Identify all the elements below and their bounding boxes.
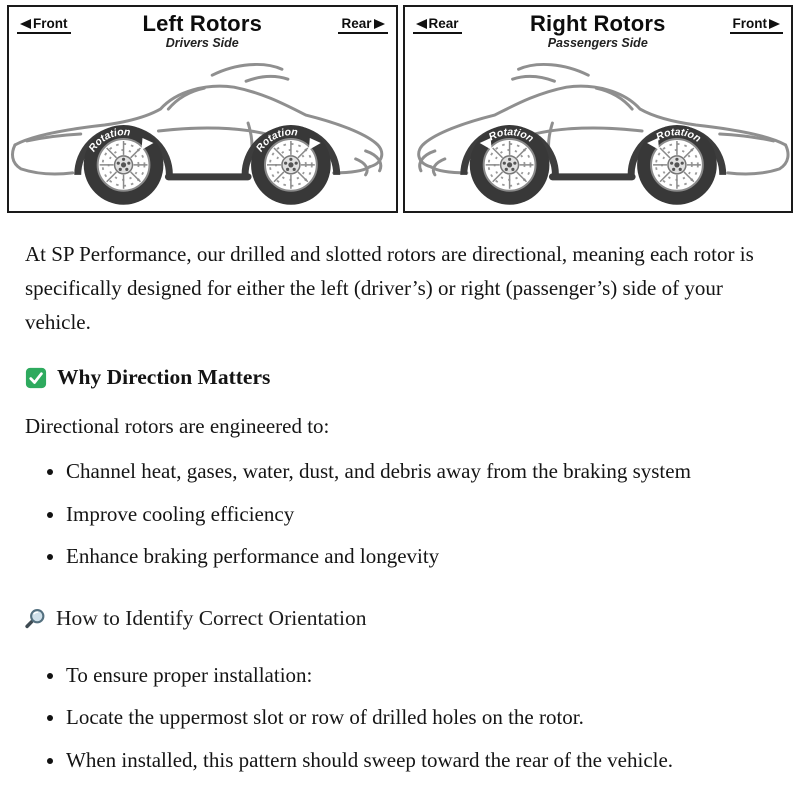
arrow-left-icon (416, 19, 427, 29)
right-car-illustration (405, 53, 792, 211)
panel-subtitle: Drivers Side (165, 36, 239, 51)
list-item: • Improve cooling efficiency (66, 498, 774, 532)
panel-subtitle: Passengers Side (547, 36, 648, 51)
front-direction-label (730, 16, 784, 34)
front-direction-label (17, 16, 71, 34)
rear-direction-label (338, 16, 387, 34)
right-panel-header (405, 7, 792, 53)
heading-text: Why Direction Matters (57, 365, 271, 390)
engineered-to-lead: Directional rotors are engineered to: (25, 414, 330, 439)
arrow-right-icon (769, 19, 780, 29)
orientation-list (25, 659, 774, 778)
intro-paragraph: At SP Performance, our drilled and slotted rotors are directional, meaning each rotor is specifically designed for either the left (driver’s) or right (passenger’s) side of your vehicle. (25, 242, 754, 335)
direction-text: Rear (341, 16, 372, 31)
green-check-icon (25, 367, 47, 389)
arrow-right-icon (374, 19, 385, 29)
identify-orientation-heading (25, 606, 774, 631)
direction-text: Front (33, 16, 68, 31)
arrow-left-icon (20, 19, 31, 29)
list-item: • Channel heat, gases, water, dust, and debris away from the braking system (66, 455, 774, 489)
panel-title: Left Rotors (142, 11, 263, 36)
rotor-direction-diagram (0, 0, 800, 219)
heading-text: How to Identify Correct Orientation (56, 605, 367, 630)
direction-text: Rear (428, 16, 459, 31)
list-item: • To ensure proper installation: (66, 659, 774, 693)
list-item: • Locate the uppermost slot or row of drilled holes on the rotor. (66, 701, 774, 735)
left-panel-header (9, 7, 396, 53)
panel-title: Right Rotors (529, 11, 666, 36)
list-item: • When installed, this pattern should sweep toward the rear of the vehicle. (66, 744, 774, 778)
article-body (0, 219, 800, 798)
rear-direction-label (413, 16, 462, 34)
right-rotors-panel (403, 5, 794, 213)
magnifier-icon (25, 608, 46, 629)
benefits-list (25, 455, 774, 574)
direction-text: Front (732, 16, 767, 31)
left-rotors-panel (7, 5, 398, 213)
left-car-illustration (9, 53, 396, 211)
why-direction-matters-heading (25, 365, 774, 390)
list-item: • Enhance braking performance and longevity (66, 540, 774, 574)
